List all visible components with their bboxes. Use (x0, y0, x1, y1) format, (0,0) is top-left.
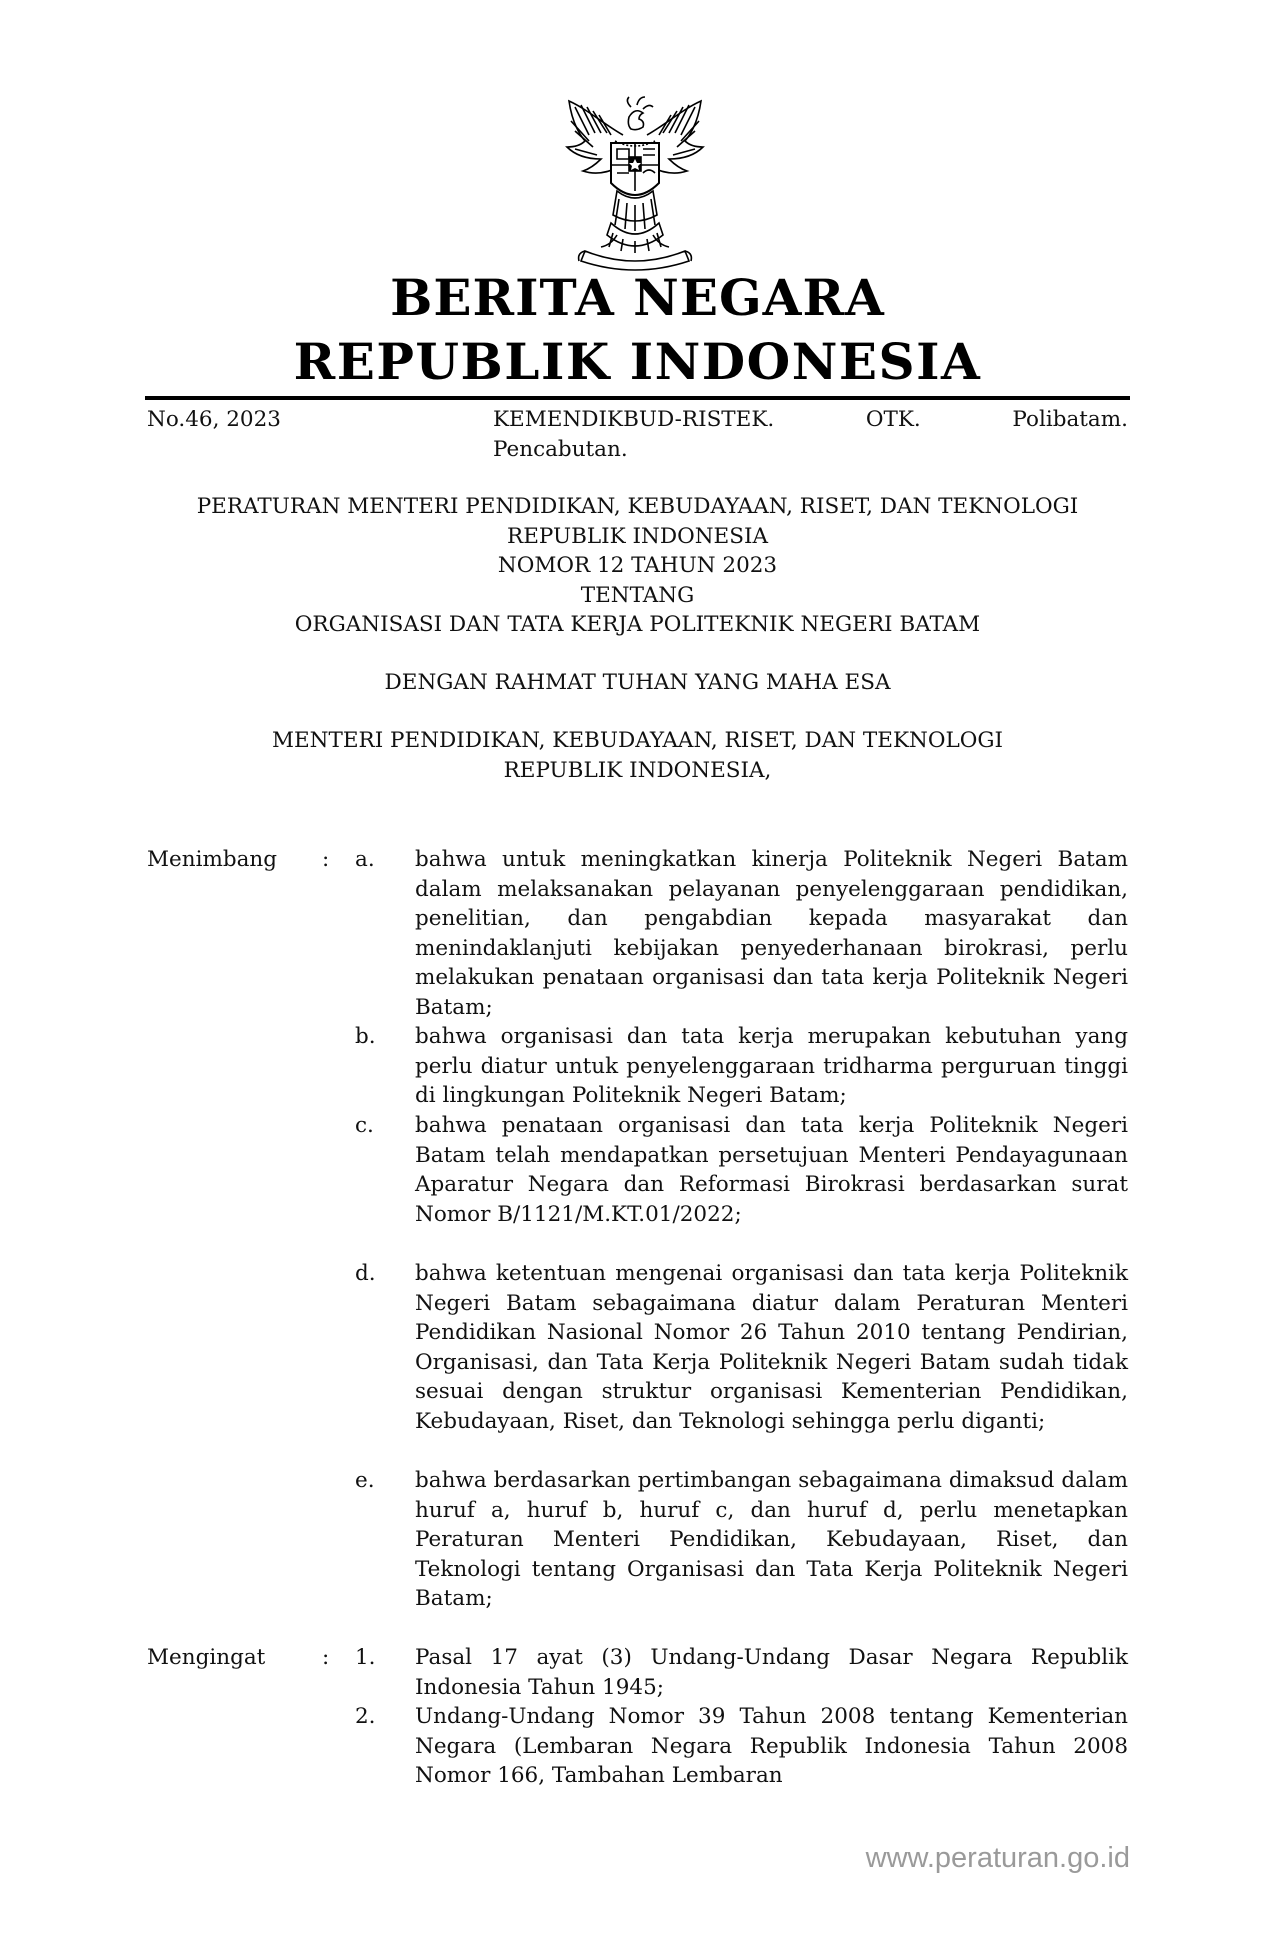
regulation-title-line: REPUBLIK INDONESIA (507, 523, 768, 549)
source-watermark: www.peraturan.go.id (865, 1842, 1130, 1874)
menimbang-colon: : (322, 847, 330, 872)
mengingat-item-marker: 1. (355, 1645, 376, 1670)
menimbang-item-marker: a. (355, 847, 375, 872)
mengingat-item-text: Undang-Undang Nomor 39 Tahun 2008 tentang Kementerian Negara (Lembaran Negara Republik Indonesia Tahun 2008 Nomor 166, Tambahan Lembaran (415, 1704, 1128, 1788)
menimbang-item-text: bahwa organisasi dan tata kerja merupakan kebutuhan yang perlu diatur untuk penyelenggaraan tridharma perguruan tinggi di lingkungan Politeknik Negeri Batam; (415, 1024, 1128, 1108)
masthead-rule (145, 396, 1130, 400)
gazette-topic-line1 (493, 405, 1128, 435)
gazette-topic (493, 405, 1128, 464)
mengingat-item-text: Pasal 17 ayat (3) Undang-Undang Dasar Negara Republik Indonesia Tahun 1945; (415, 1645, 1128, 1700)
menimbang-item-text: bahwa ketentuan mengenai organisasi dan tata kerja Politeknik Negeri Batam sebagaimana diatur dalam Peraturan Menteri Pendidikan Nasional Nomor 26 Tahun 2010 tentang Pendirian, Organisasi, dan Tata Kerja Politeknik Negeri Batam sudah tidak sesuai dengan struktur organisasi Kementerian Pendidikan, Kebudayaan, Riset, dan Teknologi sehingga perlu diganti; (415, 1261, 1128, 1434)
menimbang-item-text: bahwa untuk meningkatkan kinerja Politeknik Negeri Batam dalam melaksanakan pelayanan penyelenggaraan pendidikan, penelitian, dan pengabdian kepada masyarakat dan menindaklanjuti kebijakan penyederhanaan birokrasi, perlu melakukan penataan organisasi dan tata kerja Politeknik Negeri Batam; (415, 847, 1128, 1020)
mengingat-colon: : (322, 1645, 330, 1670)
menimbang-item-marker: e. (355, 1468, 375, 1493)
mengingat-item-marker: 2. (355, 1704, 376, 1729)
minister-heading (100, 726, 1175, 785)
menimbang-item-text: bahwa berdasarkan pertimbangan sebagaimana dimaksud dalam huruf a, huruf b, huruf c, dan huruf d, perlu menetapkan Peraturan Menteri Pendidikan, Kebudayaan, Riset, dan Teknologi tentang Organisasi dan Tata Kerja Politeknik Negeri Batam; (415, 1468, 1128, 1611)
minister-line: REPUBLIK INDONESIA, (503, 757, 772, 783)
menimbang-item-text: bahwa penataan organisasi dan tata kerja Politeknik Negeri Batam telah mendapatkan persetujuan Menteri Pendayagunaan Aparatur Negara dan Reformasi Birokrasi berdasarkan surat Nomor B/1121/M.KT.01/2022; (415, 1113, 1128, 1227)
gazette-topic-part: Polibatam. (1012, 407, 1128, 432)
regulation-heading (100, 492, 1175, 640)
mengingat-label: Mengingat (147, 1645, 266, 1670)
garuda-emblem-icon (545, 95, 725, 275)
invocation: DENGAN RAHMAT TUHAN YANG MAHA ESA (384, 670, 891, 695)
gazette-topic-line2: Pencabutan. (493, 436, 628, 462)
regulation-tentang: TENTANG (580, 582, 695, 608)
gazette-topic-part: KEMENDIKBUD-RISTEK. (493, 407, 775, 432)
regulation-title-line: PERATURAN MENTERI PENDIDIKAN, KEBUDAYAAN, RISET, DAN TEKNOLOGI (196, 494, 1079, 519)
minister-line: MENTERI PENDIDIKAN, KEBUDAYAAN, RISET, DAN TEKNOLOGI (271, 728, 1004, 753)
gazette-number: No.46, 2023 (147, 407, 281, 432)
menimbang-item-marker: b. (355, 1024, 376, 1049)
menimbang-item-marker: d. (355, 1261, 376, 1286)
menimbang-label: Menimbang (147, 847, 278, 872)
menimbang-item-marker: c. (355, 1113, 374, 1138)
gazette-topic-part: OTK. (865, 407, 921, 432)
regulation-subject: ORGANISASI DAN TATA KERJA POLITEKNIK NEGERI BATAM (294, 612, 981, 637)
masthead-title-line2: REPUBLIK INDONESIA (293, 332, 982, 391)
regulation-number: NOMOR 12 TAHUN 2023 (497, 553, 778, 578)
masthead-title-line1: BERITA NEGARA (390, 268, 885, 327)
